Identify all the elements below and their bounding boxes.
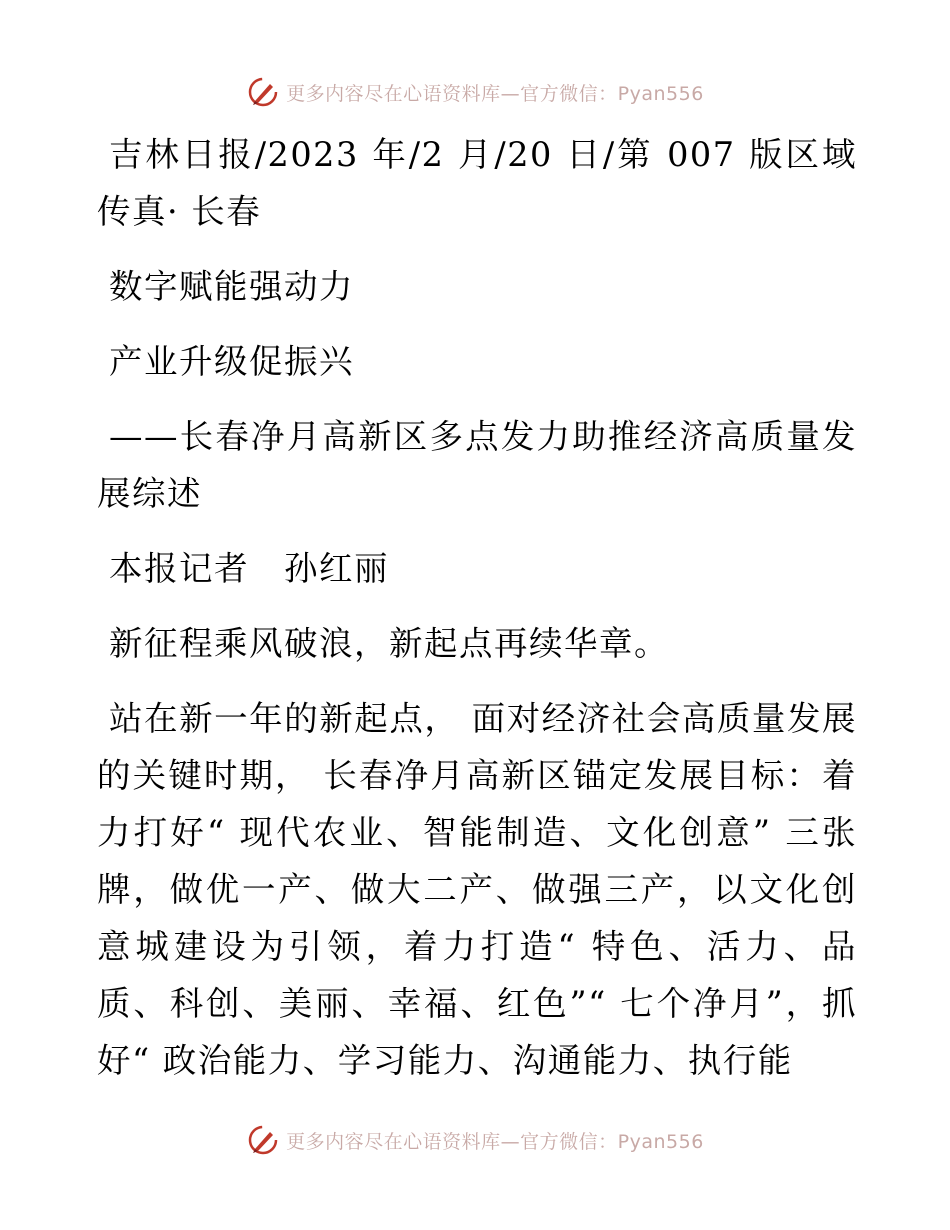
watermark-footer xyxy=(0,1120,950,1160)
subheadline: ——长春净月高新区多点发力助推经济高质量发展综述 xyxy=(97,417,857,513)
watermark-text: 更多内容尽在心语资料库—官方微信：Pyan556 xyxy=(286,1130,704,1153)
quill-pen-logo-icon xyxy=(246,1123,280,1157)
quill-pen-logo-icon xyxy=(246,75,280,109)
body-paragraph: 站在新一年的新起点， 面对经济社会高质量发展的关键时期， 长春净月高新区锚定发展目标：着力打好“ 现代农业、智能制造、文化创意” 三张牌，做优一产、做大二产、做强三产，以文化创意城建设为引领，着力打造“ 特色、活力、品质、科创、美丽、幸福、红色”“ 七个净月”，抓好“ 政治能力、学习能力、沟通能力、执行能 xyxy=(97,699,857,1080)
watermark-text: 更多内容尽在心语资料库—官方微信：Pyan556 xyxy=(286,82,704,105)
headline-line-2: 产业升级促振兴 xyxy=(109,342,354,381)
headline-line-1: 数字赋能强动力 xyxy=(109,267,354,306)
article-body xyxy=(97,126,857,1089)
byline: 本报记者 孙红丽 xyxy=(109,549,389,588)
dateline: 吉林日报/2023 年/2 月/20 日/第 007 版区域传真· 长春 xyxy=(97,135,857,231)
body-paragraph: 新征程乘风破浪，新起点再续华章。 xyxy=(109,624,669,663)
watermark-header xyxy=(0,72,950,112)
